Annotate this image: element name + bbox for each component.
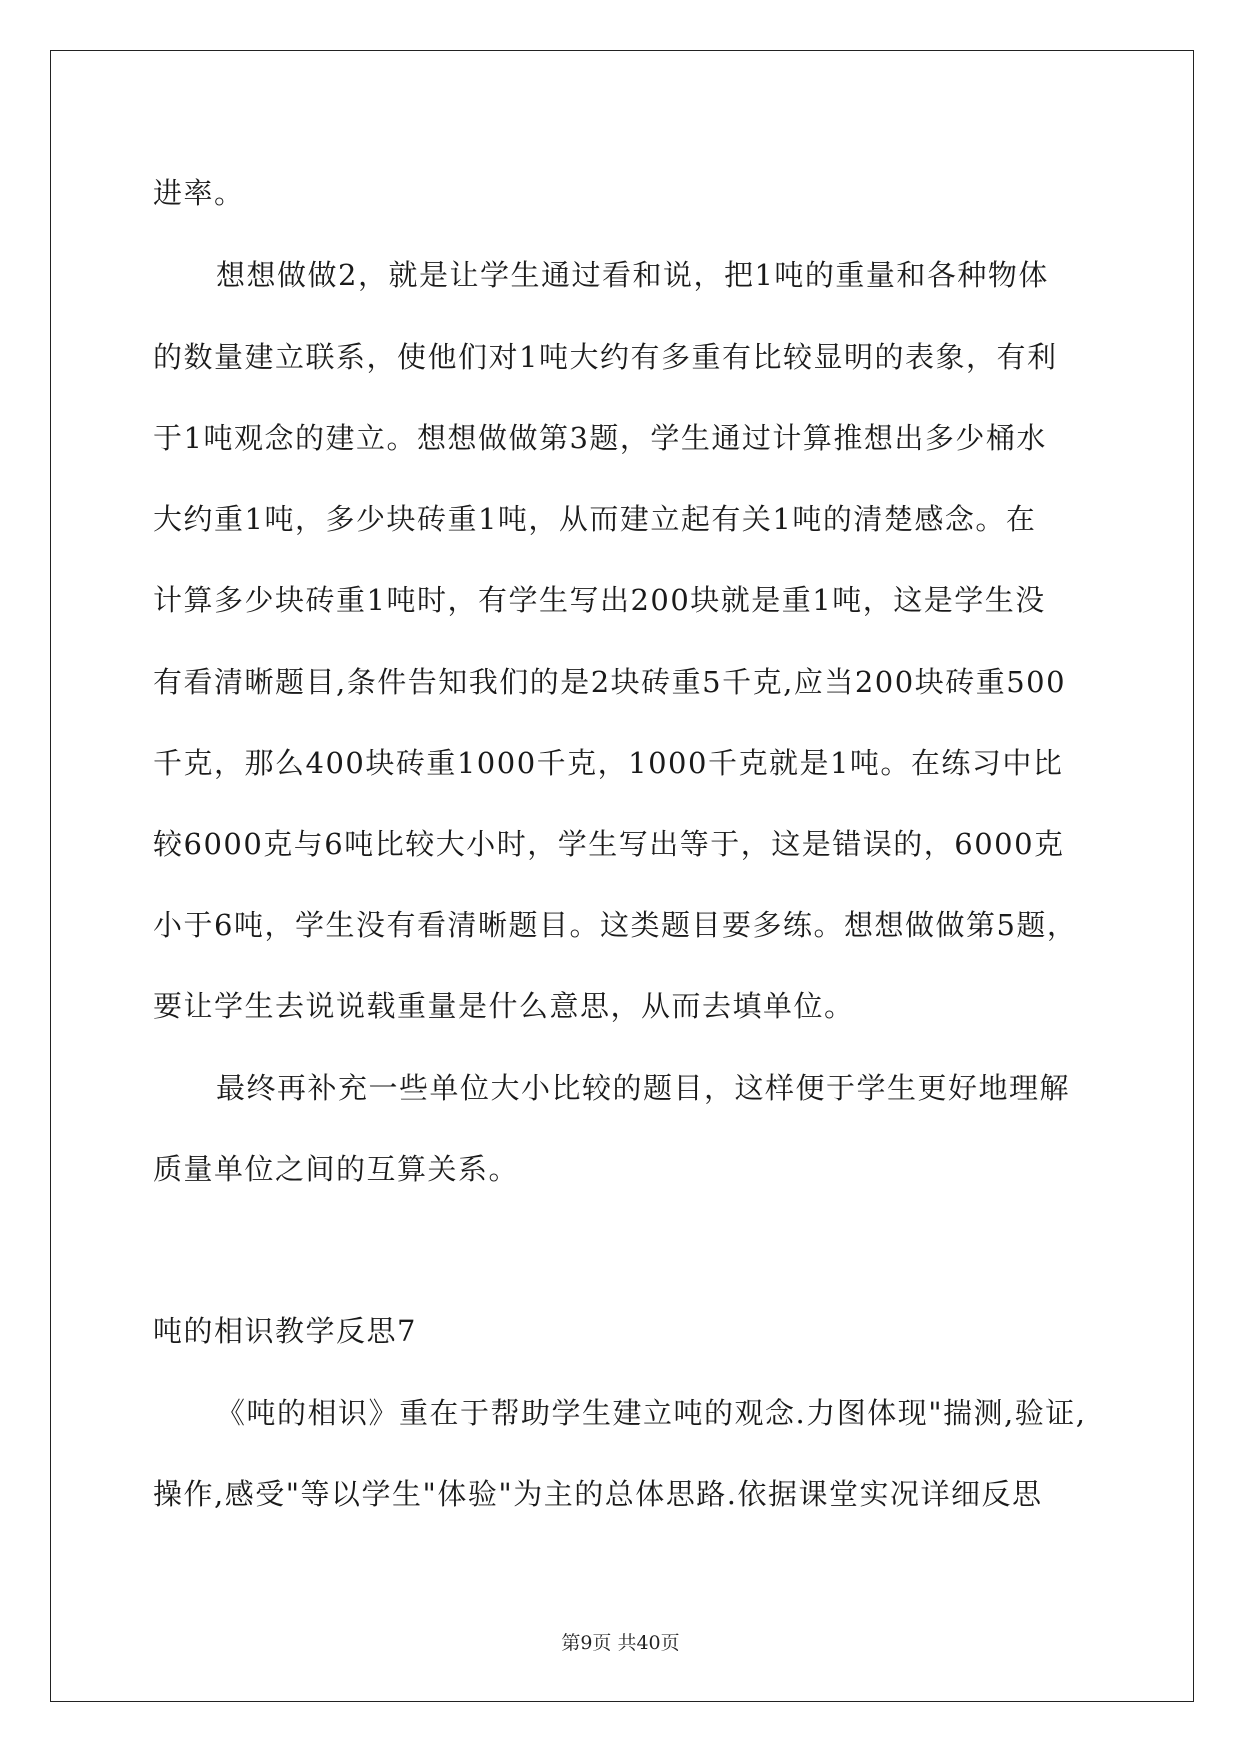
paragraph-line: 要让学生去说说载重量是什么意思，从而去填单位。 [153,989,855,1023]
page-footer: 第9页 共40页 [561,1632,680,1654]
paragraph-line: 计算多少块砖重1吨时，有学生写出200块就是重1吨，这是学生没 [153,583,1046,617]
paragraph-line: 质量单位之间的互算关系。 [153,1152,520,1186]
paragraph-line: 的数量建立联系，使他们对1吨大约有多重有比较显明的表象，有利 [153,340,1058,374]
paragraph-line: 最终再补充一些单位大小比较的题目，这样便于学生更好地理解 [216,1071,1071,1105]
paragraph-line: 较6000克与6吨比较大小时，学生写出等于，这是错误的，6000克 [153,827,1065,861]
paragraph-line: 《吨的相识》重在于帮助学生建立吨的观念.力图体现"揣测,验证, [216,1396,1087,1430]
paragraph-line: 操作,感受"等以学生"体验"为主的总体思路.依据课堂实况详细反思 [153,1477,1043,1511]
page-border [50,50,1194,1702]
paragraph-line: 进率。 [153,176,245,210]
paragraph-line: 小于6吨，学生没有看清晰题目。这类题目要多练。想想做做第5题， [153,908,1078,942]
paragraph-line: 千克，那么400块砖重1000千克，1000千克就是1吨。在练习中比 [153,746,1064,780]
paragraph-line: 想想做做2，就是让学生通过看和说，把1吨的重量和各种物体 [216,258,1049,292]
paragraph-line: 于1吨观念的建立。想想做做第3题，学生通过计算推想出多少桶水 [153,421,1047,455]
section-heading: 吨的相识教学反思7 [153,1314,417,1348]
paragraph-line: 大约重1吨，多少块砖重1吨，从而建立起有关1吨的清楚感念。在 [153,502,1037,536]
paragraph-line: 有看清晰题目,条件告知我们的是2块砖重5千克,应当200块砖重500 [153,665,1067,699]
